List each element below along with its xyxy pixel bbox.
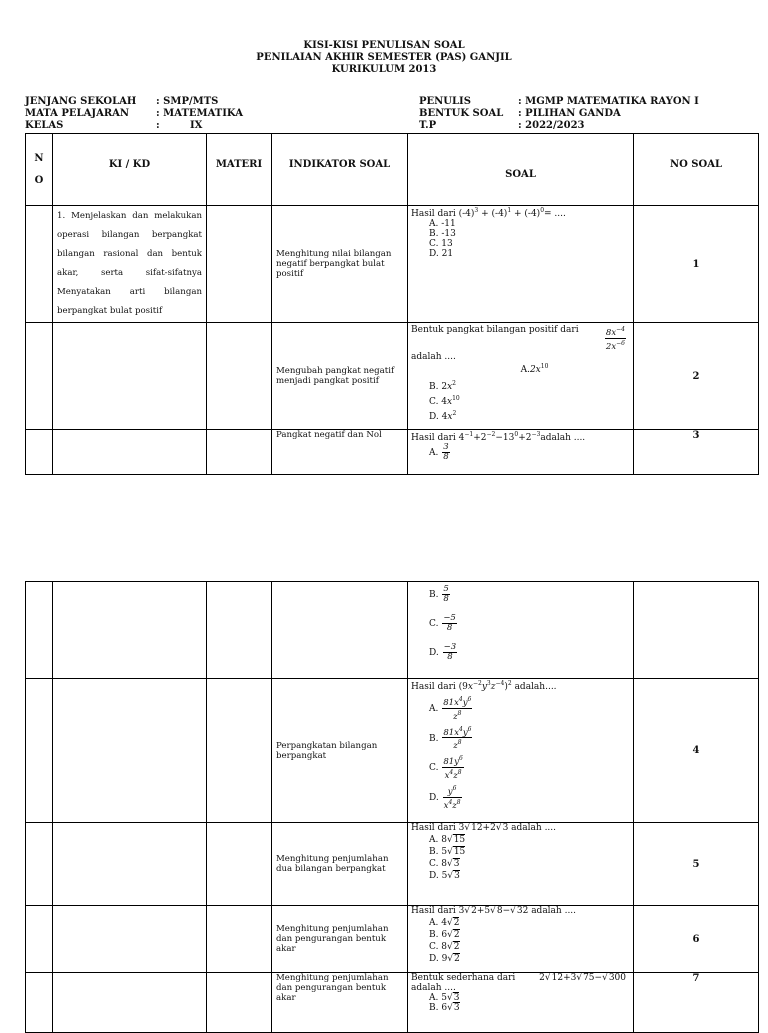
meta-colon-kelas: : [156,120,160,131]
question-text: Hasil dari $(9x^{-2}y^3z^{-4})^2$ adalah.... [411,680,557,692]
question-number: 4 [634,679,759,823]
option-c: C. $\frac{-5}{8}$ [429,613,456,633]
table-row [26,323,759,430]
option-b: B. 6√3 [429,1003,460,1013]
soal-cell [408,206,634,323]
option-a: A. $\frac{3}{8}$ [429,442,449,462]
indikator-text: Menghitung nilai bilangan negatif berpangkat bulat positif [272,206,408,323]
soal-cell [408,582,634,679]
soal-cell: Bentuk sederhana dari 2√12+3√75−√300 adalah .... A. 5√3 B. 6√3 [408,973,634,1033]
col-nosoal: NO SOAL [634,134,759,206]
soal-cell [408,430,634,475]
question-number: 1 [634,206,759,323]
meta-value-kelas: IX [190,120,203,131]
option-b: B. $\frac{5}{8}$ [429,584,449,604]
question-number: 7 [634,973,759,1033]
soal-cell [408,906,634,973]
meta-label-kelas: KELAS [25,120,64,131]
option-d: D. $\frac{y^6}{x^4z^8}$ [429,784,461,811]
option-c: C. 13 [429,239,453,249]
meta-label-mapel: MATA PELAJARAN [25,108,130,119]
meta-label-jenjang: JENJANG SEKOLAH [25,96,137,107]
table-header-row [26,134,759,206]
kikd-text: 1. Menjelaskan dan melakukan operasi bilangan berpangkat bilangan rasional dan bentuk akar, serta sifat-sifatnya Menyatakan arti bilangan berpangkat bulat positif [53,206,207,323]
soal-cell [408,679,634,823]
kisi-table-2 [25,581,759,1033]
indikator-text: Pangkat negatif dan Nol [272,430,408,475]
table-row [26,430,759,475]
col-kikd: KI / KD [53,134,207,206]
question-number: 2 [634,323,759,430]
soal-cell [408,823,634,906]
meta-value-mapel: : MATEMATIKA [156,108,243,119]
question-text: Bentuk pangkat bilangan positif dari $\frac{8x^{-4}}{2x^{-6}}$ [411,325,625,352]
indikator-text: Perpangkatan bilangan berpangkat [272,679,408,823]
doc-curriculum: KURIKULUM 2013 [331,64,437,75]
option-b: B. 6√2 [429,930,460,940]
question-text: Hasil dari 3√2+5√8−√32 adalah .... [411,906,577,916]
meta-value-penulis: : MGMP MATEMATIKA RAYON I [518,96,699,107]
option-a: A. $\frac{81x^4y^6}{z^8}$ [429,696,472,722]
question-number: 6 [634,906,759,973]
indikator-text: Menghitung penjumlahan dan pengurangan bentuk akar [272,973,408,1033]
col-materi: MATERI [207,134,272,206]
option-a: A. 5√3 [429,993,460,1003]
question-text: Hasil dari $4^{-1}+2^{-2}-13^0+2^{-3}adalah$ .... [411,431,586,443]
indikator-text: Mengubah pangkat negatif menjadi pangkat positif [272,323,408,430]
option-a: $A.2x^{10}$ [520,362,549,375]
option-b: B. $2x^2$ [429,379,456,392]
option-c: C. $\frac{81y^6}{x^4z^8}$ [429,755,463,781]
question-number: 5 [634,823,759,906]
doc-subtitle: PENILAIAN AKHIR SEMESTER (PAS) GANJIL [256,52,512,63]
option-b: B. -13 [429,229,456,239]
meta-value-tp: : 2022/2023 [518,120,585,131]
question-text: Hasil dari $(-4)^3 + (-4)^1 + (-4)^0=$ .... [411,207,566,219]
indikator-text: Menghitung penjumlahan dan pengurangan bentuk akar [272,906,408,973]
option-c: C. $4x^{10}$ [429,394,460,407]
option-d: D. 9√2 [429,954,460,964]
question-text: Hasil dari 3√12+2√3 adalah .... [411,823,557,833]
indikator-text: Menghitung penjumlahan dua bilangan berpangkat [272,823,408,906]
option-d: D. $4x^2$ [429,409,457,422]
col-soal: SOAL [408,134,634,206]
option-d: D. 5√3 [429,871,460,881]
col-indikator: INDIKATOR SOAL [272,134,408,206]
option-a: A. -11 [429,219,456,229]
table-row [26,206,759,323]
option-a: A. 4√2 [429,918,460,928]
option-a: A. 8√15 [429,835,466,845]
option-c: C. 8√3 [429,859,460,869]
question-text: Bentuk sederhana dari 2√12+3√75−√300 [411,973,626,983]
table-row [26,906,759,973]
option-d: D. $\frac{-3}{8}$ [429,642,457,662]
table-row [26,823,759,906]
doc-title: KISI-KISI PENULISAN SOAL [303,40,465,51]
table-row [26,679,759,823]
option-b: B. 5√15 [429,847,466,857]
col-no: N O [26,134,53,206]
option-c: C. 8√2 [429,942,460,952]
soal-cell: Bentuk pangkat bilangan positif dari $\frac{8x^{-4}}{2x^{-6}}$ adalah .... $A.2x^{10}$ B. $2x^2$ C. $4x^{10}$ D. $4x^2$ [408,323,634,430]
meta-label-tp: T.P [419,120,437,131]
kisi-table-1 [25,133,759,475]
question-number: 3 [634,430,759,475]
meta-value-jenjang: : SMP/MTS [156,96,219,107]
option-b: B. $\frac{81x^4y^6}{z^8}$ [429,725,472,752]
option-d: D. 21 [429,249,454,259]
meta-label-bentuk: BENTUK SOAL [419,108,504,119]
table-row [26,582,759,679]
meta-label-penulis: PENULIS [419,96,471,107]
meta-value-bentuk: : PILIHAN GANDA [518,108,621,119]
